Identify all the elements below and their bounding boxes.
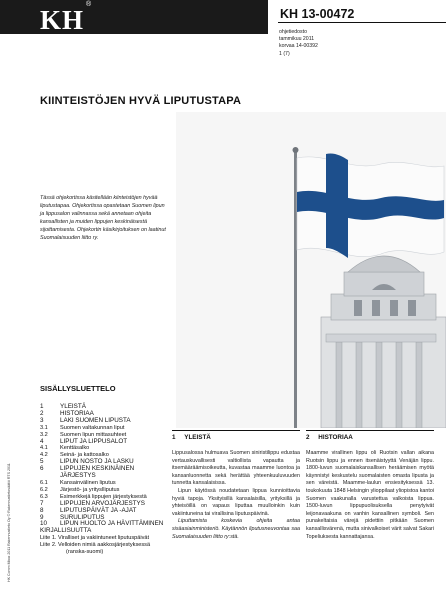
document-code: KH 13-00472 [280,7,355,21]
toc-item[interactable]: 6.2 Järjestö- ja yrityslliputus [40,486,120,493]
meta-type: ohjetiedosto [279,29,307,35]
toc-item[interactable]: 3.1 Suomen valtakunnan liput [40,424,125,431]
toc-heading: SISÄLLYSLUETTELO [40,384,116,393]
paragraph: Lippusalossa hulmuava Suomen siniristilippu edustaa vertauskuvallisesti valtiollista vapautta ja itsemääräämisoikeutta, kuvastaa maamme luontoa ja kansanluonnetta sekä herättää yhteenkuuluvuuden tunnetta kansalaisissa. [172,450,300,487]
paragraph: Lipun käytössä noudatetaan lippua kunnioittavia hyviä tapoja. Yksityisillä kansalaisilla, yrityksillä ja yhteisöillä on vapaus liputtaa muulloinkin kuin vakiintuneina tai virallisina liputuspäivinä. [172,487,300,517]
toc-item[interactable]: KIRJALLISUUTTA [40,527,92,535]
toc-item[interactable]: 3.2 Suomen lipun mittasuhteet [40,431,127,438]
meta-date: tammikuu 2011 [279,36,315,43]
section-1-text [172,450,300,541]
toc-annex-item[interactable]: Liite 1. Viralliset ja vakiintuneet liputuspäivät [40,535,150,542]
toc-item[interactable]: 6.1 Kansainvälinen liputus [40,479,116,486]
flag-illustration [176,112,446,428]
flag-photo [176,112,446,428]
header-gap [268,0,278,34]
section-2-rule [306,430,434,431]
toc-item[interactable]: 4.1 Kenttäsalko [40,445,90,452]
toc-item[interactable]: 1 YLEISTÄ [40,403,86,410]
section-2-text [306,450,434,541]
toc-item[interactable]: 10 LIPUN HUOLTO JA HÄVITTÄMINEN [40,520,164,528]
side-imprint: HK Comm Mbox 2011 Rakennustieto Oy © Rakennustietosäätiö RTS 2011 [7,463,11,582]
toc-item[interactable]: 5 LIPUN NOSTO JA LASKU [40,458,134,466]
toc-annex-item[interactable]: Liite 2. Velloiden nimiä aakkosjärjestyksessä (ranska-suomi) [40,542,151,556]
toc-item[interactable]: 3 LAKI SUOMEN LIPUSTA [40,416,131,424]
meta-replaces: korvaa 14-00392 [279,43,318,50]
meta-pages: 1 (7) [279,50,290,57]
intro-text: Tässä ohjekortissa käsitellään kiinteistöjen hyvää liputustapaa. Ohjekortissa opastetaan Suomen lipun ja lippusalon valinnassa sekä annetaan ohjeita kansallisten ja muiden lippujen keskinäisestä sijoittamisesta. Ohjekortin käsikirjoituksen on laatinut Suomalaisuuden liitto ry. [40,195,166,241]
toc-item[interactable]: 6 LIPPUJEN KESKINÄINEN JÄRJESTYS [40,465,135,480]
toc-item[interactable]: 6.3 Esimerkkejä lippujen järjestyksestä [40,493,147,500]
toc-item[interactable]: 7 LIPPUJEN ARVOJÄRJESTYS [40,499,145,507]
toc-item[interactable]: 4.2 Seinä- ja kattosalko [40,452,109,459]
section-1-rule [172,430,300,431]
paragraph: Maamme virallinen lippu oli Ruotsin vallan aikana Ruotsin lippu ja ennen itsenäistyyttä Venäjän lippu. 1800-luvun suomalaiskansallisen heräämisen myötä käynnistyi keskustelu suomalaisten omasta lipusta ja sen väreistä. Maamme-laulun ensiesityksessä 13. toukokuuta 1848 Helsingin ylioppilaat yliopistoa kantoi Suomen vaakunalla varustettua valkoista lippua. 1500-luvun lippupuolisuksella penytyivät leijonavaakuna on vanhin kansallinen symboli. Sen punakeltaisia värejä pidettiin pitkään Suomen kansallisvärenä, mutta sinivalkoiset värit salvat Sakari Topeliuksesta kannattajansa. [306,450,434,540]
table-of-contents [40,404,170,556]
toc-item[interactable]: 4 LIPUT JA LIPPUSALOT [40,437,128,445]
paragraph: Liputtamista koskevia ohjeita antaa sisäasiainministeriö. Käytännön liputusneuvontaa saa Suomalaisuuden liitto ry:stä. [172,518,300,540]
page-title: KIINTEISTÖJEN HYVÄ LIPUTUSTAPA [40,95,242,107]
section-1-heading: 1 YLEISTÄ [172,434,211,441]
kh-logo: KH® [40,1,93,35]
header-rule [278,22,446,23]
toc-item[interactable]: 9 SURULIPUTUS [40,513,105,521]
document-meta [279,29,318,58]
section-2-heading: 2 HISTORIAA [306,434,353,441]
toc-item[interactable]: 8 LIPUTUSPÄIVÄT JA -AJAT [40,506,137,514]
toc-item[interactable]: 2 HISTORIAA [40,409,94,417]
